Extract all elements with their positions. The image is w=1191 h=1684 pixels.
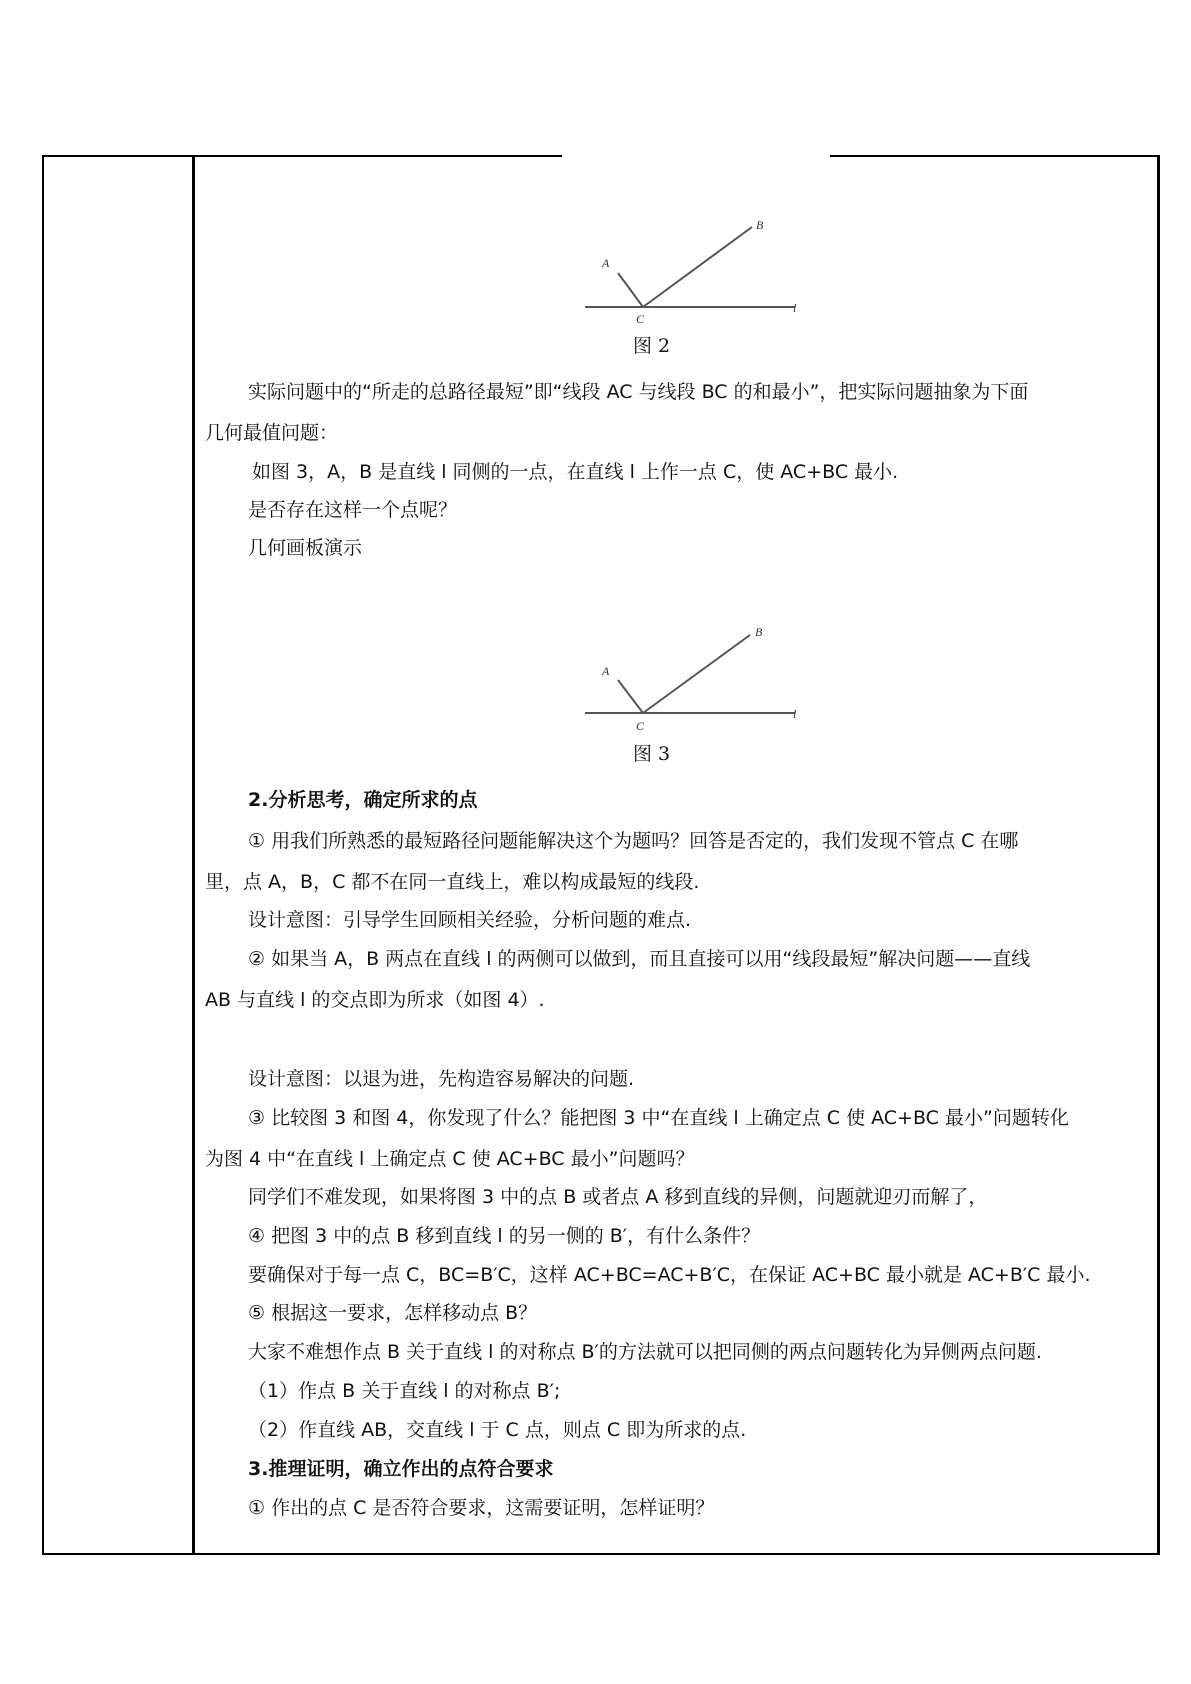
- paragraph-7-line-2: AB 与直线 l 的交点即为所求（如图 4）.: [205, 989, 545, 1011]
- paragraph-17: ① 作出的点 C 是否符合要求，这需要证明，怎样证明？: [248, 1497, 715, 1519]
- figure-2-diagram: [580, 215, 810, 330]
- figure-3-label-b: B: [755, 625, 763, 639]
- figure-2-label-l: l: [793, 301, 797, 315]
- paragraph-1-line-1: 实际问题中的“所走的总路径最短”即“线段 AC 与线段 BC 的和最小”，把实际问题抽象为下面: [248, 381, 1029, 403]
- figure-2-label-b: B: [756, 218, 764, 232]
- paragraph-2: 如图 3，A，B 是直线 l 同侧的一点，在直线 l 上作一点 C，使 AC+BC 最小.: [252, 461, 899, 483]
- table-left-border: [42, 155, 44, 1555]
- table-bottom-border: [42, 1553, 1160, 1555]
- figure-2-caption: 图 2: [633, 335, 671, 357]
- figure-3-caption: 图 3: [633, 743, 671, 765]
- table-top-border-right: [830, 155, 1160, 157]
- figure-3-label-c: C: [636, 719, 645, 733]
- paragraph-15: （1）作点 B 关于直线 l 的对称点 B′;: [248, 1380, 561, 1402]
- figure-2-label-a: A: [602, 256, 610, 270]
- paragraph-5-line-2: 里，点 A，B，C 都不在同一直线上，难以构成最短的线段.: [205, 871, 700, 893]
- paragraph-11: ④ 把图 3 中的点 B 移到直线 l 的另一侧的 B′，有什么条件？: [248, 1225, 761, 1247]
- paragraph-9-line-2: 为图 4 中“在直线 l 上确定点 C 使 AC+BC 最小”问题吗？: [205, 1148, 695, 1170]
- paragraph-1-line-2: 几何最值问题：: [205, 422, 339, 444]
- table-top-border-left: [42, 155, 562, 157]
- paragraph-3: 是否存在这样一个点呢？: [248, 499, 458, 521]
- paragraph-14: 大家不难想作点 B 关于直线 l 的对称点 B′的方法就可以把同侧的两点问题转化为异侧两点问题.: [248, 1341, 1042, 1363]
- paragraph-10: 同学们不难发现，如果将图 3 中的点 B 或者点 A 移到直线的异侧，问题就迎刃而解了，: [248, 1186, 988, 1208]
- figure-3-label-l: l: [793, 707, 797, 721]
- figure-3-diagram: [580, 625, 810, 740]
- paragraph-6: 设计意图：引导学生回顾相关经验，分析问题的难点.: [248, 909, 692, 931]
- section-2-heading: 2.分析思考，确定所求的点: [248, 789, 478, 811]
- paragraph-16: （2）作直线 AB，交直线 l 于 C 点，则点 C 即为所求的点.: [248, 1419, 747, 1441]
- figure-2-label-c: C: [636, 312, 645, 326]
- section-3-heading: 3.推理证明，确立作出的点符合要求: [248, 1458, 554, 1480]
- paragraph-13: ⑤ 根据这一要求，怎样移动点 B？: [248, 1302, 538, 1324]
- figure-3-label-a: A: [602, 664, 610, 678]
- paragraph-5-line-1: ① 用我们所熟悉的最短路径问题能解决这个为题吗？回答是否定的，我们发现不管点 C 在哪: [248, 830, 1019, 852]
- paragraph-9-line-1: ③ 比较图 3 和图 4，你发现了什么？能把图 3 中“在直线 l 上确定点 C 使 AC+BC 最小”问题转化: [248, 1107, 1069, 1129]
- paragraph-12: 要确保对于每一点 C，BC=B′C，这样 AC+BC=AC+B′C，在保证 AC+BC 最小就是 AC+B′C 最小.: [248, 1264, 1091, 1286]
- table-column-divider: [192, 155, 195, 1555]
- paragraph-4: 几何画板演示: [248, 537, 363, 559]
- paragraph-7-line-1: ② 如果当 A，B 两点在直线 l 的两侧可以做到，而且直接可以用“线段最短”解决问题——直线: [248, 948, 1031, 970]
- paragraph-8: 设计意图：以退为进，先构造容易解决的问题.: [248, 1068, 635, 1090]
- table-right-border: [1157, 155, 1160, 1555]
